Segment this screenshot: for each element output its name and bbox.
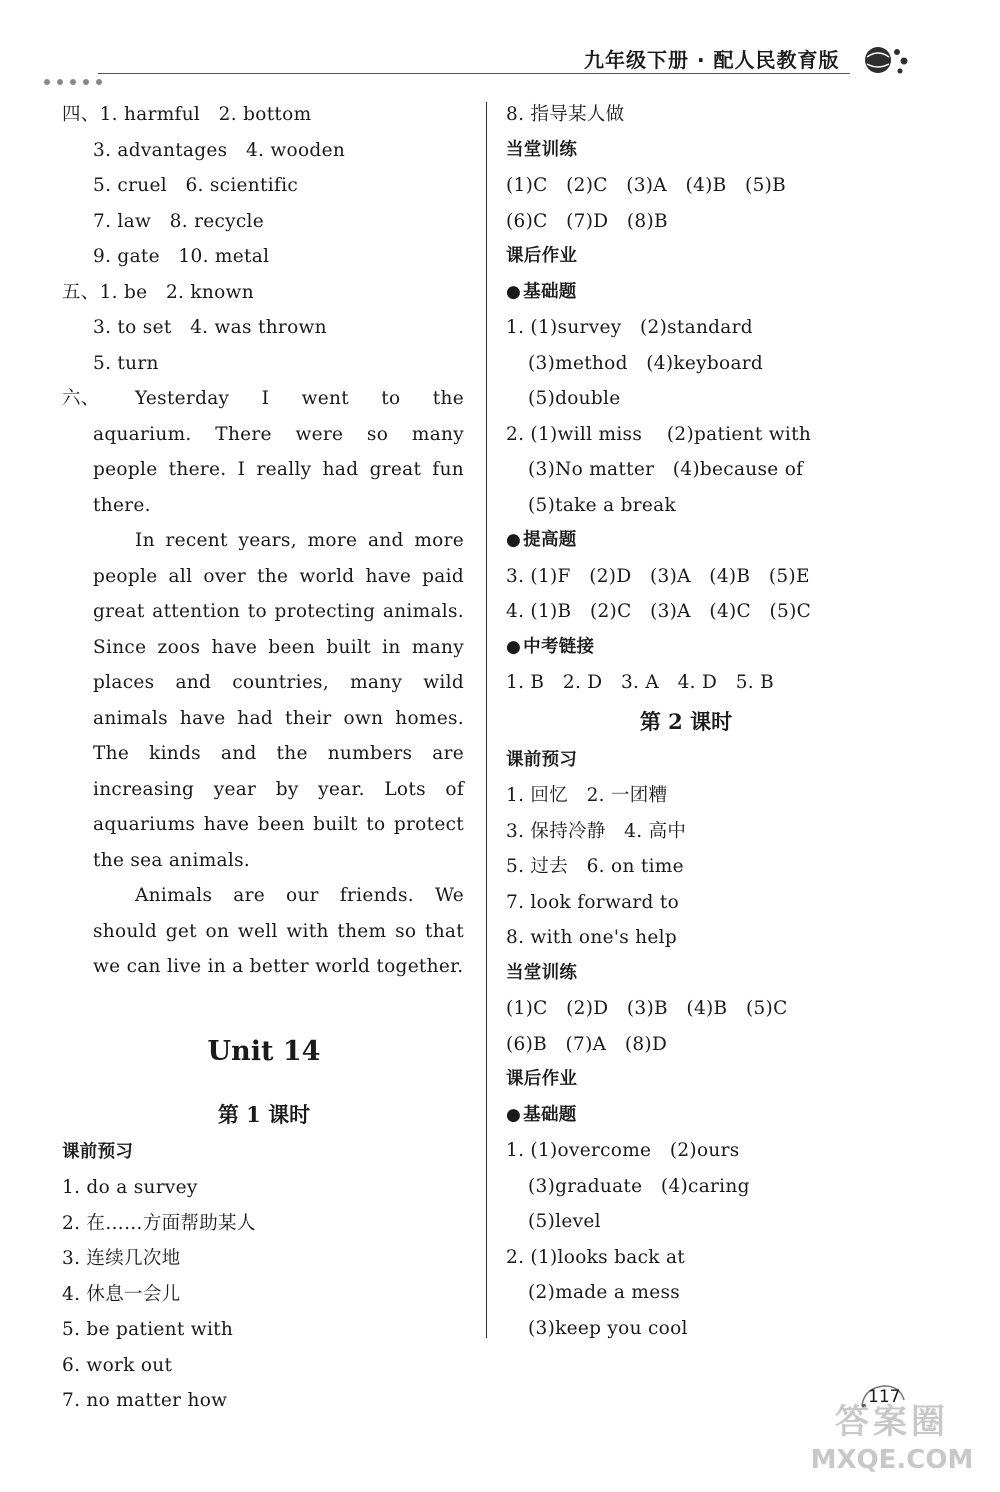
section-label: 六、	[62, 388, 100, 409]
essay-paragraph-1	[62, 381, 464, 523]
answer-line: (6)B (7)A (8)D	[506, 1033, 668, 1055]
left-column	[62, 97, 466, 1419]
answer-line: 8. with one's help	[506, 927, 677, 948]
answer-line: (2)made a mess	[528, 1282, 681, 1303]
answer-line: (3)keep you cool	[528, 1317, 688, 1339]
answer-line: 1. do a survey	[62, 1177, 198, 1198]
section-heading: 当堂训练	[506, 962, 578, 983]
section-heading: 课后作业	[506, 1069, 578, 1089]
answer-line: (3)method (4)keyboard	[528, 352, 764, 374]
lesson-title: 第 2 课时	[639, 708, 733, 734]
answer-line: 2. (1)will miss (2)patient with	[506, 423, 812, 445]
watermark	[792, 1400, 992, 1476]
answer-line: 五、1. be 2. known	[62, 281, 254, 303]
answer-line: 2. (1)looks back at	[506, 1246, 686, 1268]
answer-line: (5)level	[528, 1211, 601, 1232]
answer-line: (3)graduate (4)caring	[528, 1175, 750, 1197]
right-column	[506, 97, 866, 1346]
answer-line: 四、1. harmful 2. bottom	[62, 104, 312, 125]
essay-paragraph-3: Animals are our friends. We should get on well with them so that we can live in a better world together.	[93, 885, 464, 977]
answer-line: 1. 回忆 2. 一团糟	[506, 785, 668, 806]
answer-line: 3. advantages 4. wooden	[93, 139, 346, 161]
answer-line: 4. (1)B (2)C (3)A (4)C (5)C	[506, 601, 812, 622]
answer-line: 5. turn	[93, 352, 159, 374]
unit-title: Unit 14	[207, 1035, 321, 1067]
section-heading: 课前预习	[506, 749, 578, 770]
answer-line: 3. 保持冷静 4. 高中	[506, 820, 687, 842]
answer-line: 7. look forward to	[506, 891, 680, 913]
answer-line: (3)No matter (4)because of	[528, 459, 804, 480]
page-number: 117	[868, 1387, 901, 1407]
answer-line: 2. 在……方面帮助某人	[62, 1212, 256, 1234]
answer-line: 9. gate 10. metal	[93, 246, 270, 267]
essay-paragraph-2: In recent years, more and more people all over the world have paid great attention to protecting animals. Since zoos have been built in many places and countries, many wild animals have had their own homes. The kinds and the numbers are increasing year by year. Lots of aquariums have been built to protect the sea animals.	[93, 530, 464, 871]
section-heading: 当堂训练	[506, 139, 578, 160]
lesson-title: 第 1 课时	[217, 1101, 311, 1127]
subsection-heading: ● 中考链接	[506, 630, 866, 666]
watermark-logo: 答案圈	[835, 1402, 949, 1442]
answer-line: 5. be patient with	[62, 1319, 234, 1340]
answer-line: 8. 指导某人做	[506, 104, 625, 125]
answer-line: (1)C (2)C (3)A (4)B (5)B	[506, 175, 787, 196]
answer-line: (6)C (7)D (8)B	[506, 210, 668, 232]
watermark-domain: MXQE.COM	[810, 1445, 974, 1475]
section-heading: 课前预习	[62, 1141, 134, 1162]
section-heading: 课后作业	[506, 246, 578, 266]
subsection-heading: ● 提高题	[506, 523, 866, 559]
subsection-heading: ● 基础题	[506, 275, 866, 311]
answer-line: 4. 休息一会儿	[62, 1283, 181, 1305]
answer-line: 5. cruel 6. scientific	[93, 175, 298, 196]
answer-line: 7. no matter how	[62, 1390, 228, 1411]
essay-answer	[62, 381, 464, 985]
answer-line: (1)C (2)D (3)B (4)B (5)C	[506, 998, 788, 1019]
answer-line: 7. law 8. recycle	[93, 210, 265, 232]
answer-line: 1. B 2. D 3. A 4. D 5. B	[506, 672, 775, 693]
answer-line: (5)double	[528, 388, 621, 409]
column-divider	[486, 102, 487, 1338]
answer-line: 5. 过去 6. on time	[506, 856, 684, 877]
answer-line: 3. 连续几次地	[62, 1248, 181, 1269]
header-title: 九年级下册 · 配人民教育版	[584, 48, 840, 72]
essay-paragraph-1-text: Yesterday I went to the aquarium. There were so many people there. I really had great fun there.	[93, 388, 464, 516]
subsection-heading: ● 基础题	[506, 1098, 866, 1134]
header-rule	[98, 73, 850, 74]
answer-line: 1. (1)overcome (2)ours	[506, 1140, 740, 1161]
answer-line: 3. (1)F (2)D (3)A (4)B (5)E	[506, 565, 810, 587]
globe-ornament-icon	[856, 40, 916, 80]
answer-line: 1. (1)survey (2)standard	[506, 317, 753, 338]
answer-line: (5)take a break	[528, 494, 676, 516]
answer-line: 3. to set 4. was thrown	[93, 317, 327, 338]
answer-line: 6. work out	[62, 1354, 173, 1376]
